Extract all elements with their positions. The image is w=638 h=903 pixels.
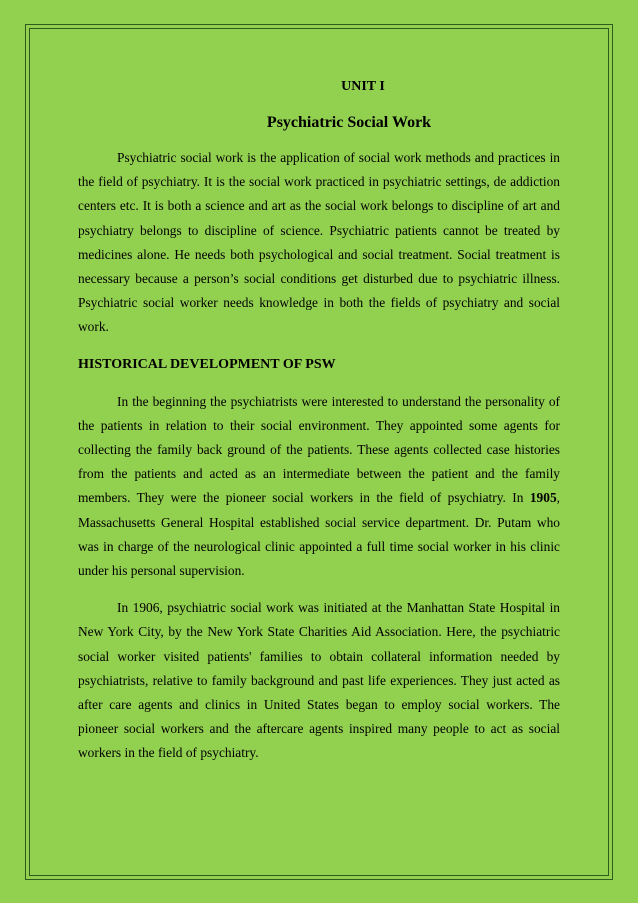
section-heading: HISTORICAL DEVELOPMENT OF PSW bbox=[78, 356, 336, 372]
history-text-before-year: In the beginning the psychiatrists were interested to understand the personality of the patients in relation to their social environment. They appointed some agents for collecting the family back ground of the patients. These agents collected case histories from the patients and acted as an intermediate between the patient and the family members. They were the pioneer social workers in the field of psychiatry. In bbox=[78, 393, 560, 506]
intro-paragraph: Psychiatric social work is the application of social work methods and practices in the field of psychiatry. It is the social work practiced in psychiatric settings, de addiction centers etc. It is both a science and art as the social work belongs to discipline of art and psychiatry belongs to discipline of science. Psychiatric patients cannot be treated by medicines alone. He needs both psychological and social treatment. Social treatment is necessary because a person’s social conditions get disturbed due to psychiatric illness. Psychiatric social worker needs knowledge in both the fields of psychiatry and social work. bbox=[78, 150, 560, 335]
history-paragraph bbox=[78, 390, 560, 584]
history-year: 1905 bbox=[529, 490, 557, 506]
manhattan-paragraph: In 1906, psychiatric social work was initiated at the Manhattan State Hospital in New York City, by the New York State Charities Aid Association. Here, the psychiatric social worker visited patients' families to obtain collateral information needed by psychiatrists, relative to family background and past life experiences. They just acted as after care agents and clinics in United States began to employ social workers. The pioneer social workers and the aftercare agents inspired many people to act as social workers in the field of psychiatry. bbox=[78, 600, 560, 761]
unit-label: UNIT I bbox=[341, 79, 385, 94]
history-text-after-year: , Massachusetts General Hospital established social service department. Dr. Putam who was in charge of the neurological clinic appointed a full time social worker in his clinic under his personal supervision. bbox=[78, 490, 560, 579]
document-body bbox=[78, 78, 560, 766]
page-title: Psychiatric Social Work bbox=[266, 114, 432, 131]
